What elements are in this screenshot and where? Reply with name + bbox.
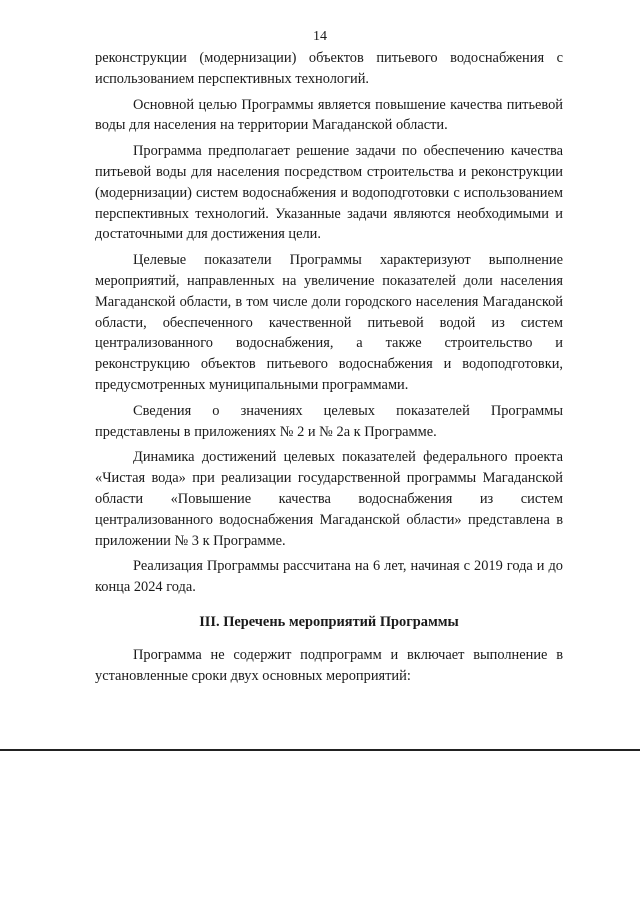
paragraph-program-tasks: Программа предполагает решение задачи по обеспечению качества питьевой воды для населения посредством строительства и реконструкции (модернизации) систем водоснабжения и водоподготовки с использованием перспективных технологий. Указанные задачи являются необходимыми и достаточными для достижения цели. [95, 143, 563, 243]
paragraph-program-duration: Реализация Программы рассчитана на 6 лет, начиная с 2019 года и до конца 2024 года. [95, 558, 563, 596]
page-number: 14 [313, 29, 327, 44]
paragraph-indicator-values: Сведения о значениях целевых показателей Программы представлены в приложениях № 2 и № 2а к Программе. [95, 402, 563, 440]
paragraph-continuation: реконструкции (модернизации) объектов питьевого водоснабжения с использованием перспективных технологий. [95, 50, 563, 87]
page-divider [0, 749, 640, 751]
paragraph-activities: Программа не содержит подпрограмм и включает выполнение в установленные сроки двух основных мероприятий: [95, 646, 563, 684]
section-heading: III. Перечень мероприятий Программы [199, 613, 459, 630]
paragraph-target-indicators: Целевые показатели Программы характеризуют выполнение мероприятий, направленных на увеличение показателей доли населения Магаданской области, в том числе доли городского населения Магаданской области, обеспеченного качественной питьевой водой из систем централизованного водоснабжения, а также строительство и реконструкцию объектов питьевого водоснабжения и водоподготовки, предусмотренных муниципальными программами. [95, 252, 563, 393]
paragraph-main-goal: Основной целью Программы является повышение качества питьевой воды для населения на территории Магаданской области. [95, 96, 563, 134]
paragraph-clean-water-dynamics: Динамика достижений целевых показателей федерального проекта «Чистая вода» при реализации государственной программы Магаданской области «Повышение качества водоснабжения из систем централизованного водоснабжения Магаданской области» представлена в приложении № 3 к Программе. [95, 449, 563, 549]
document-body [95, 48, 563, 686]
